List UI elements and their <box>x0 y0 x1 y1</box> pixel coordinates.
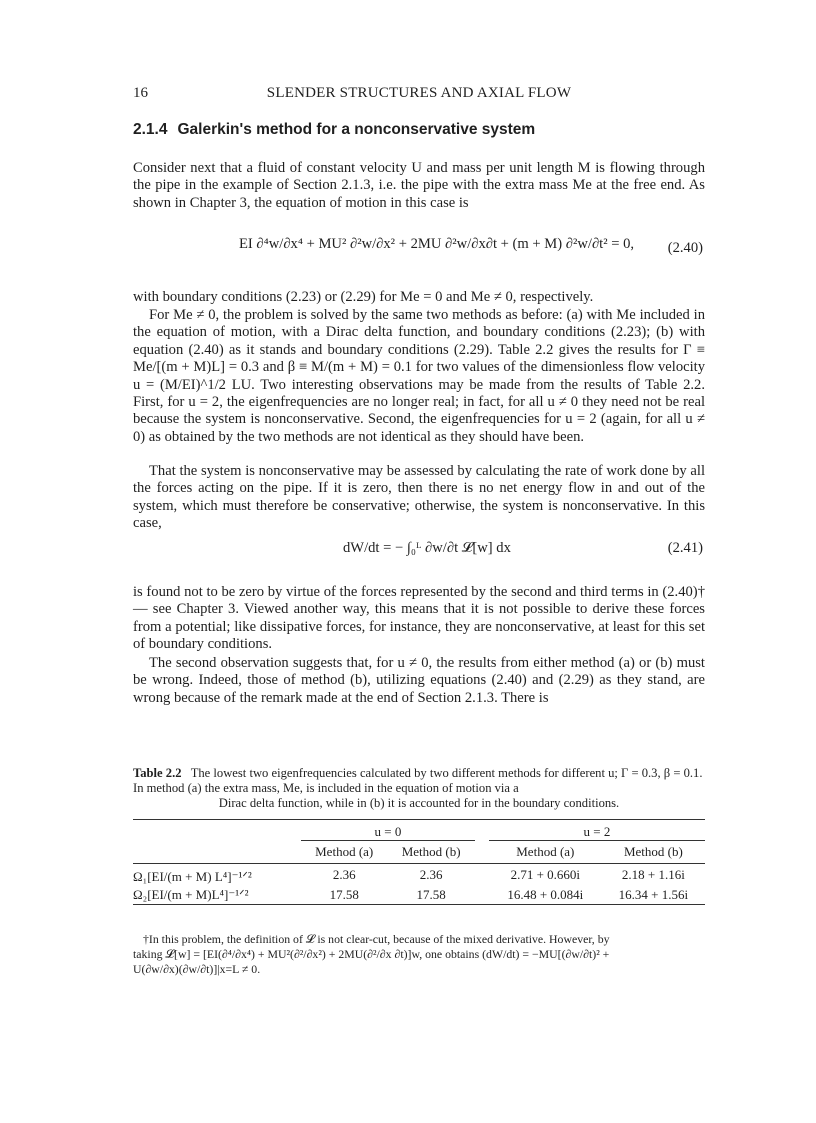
paragraph-3 <box>133 307 705 446</box>
eq240-term-1: EI ∂⁴w/∂x⁴ <box>239 236 303 252</box>
eq240-term-2: + MU² ∂²w/∂x² <box>306 236 396 252</box>
row-2-u0-b: 17.58 <box>387 887 474 905</box>
footnote-line-2: taking 𝓛[w] = [EI(∂⁴/∂x⁴) + MU²(∂²/∂x²) + 2MU(∂²/∂x ∂t)]w, one obtains (dW/dt) = −MU[(∂w/∂t)² + <box>133 946 610 961</box>
table-caption-line-1: The lowest two eigenfrequencies calculated by two different methods for different u; Γ = 0.3, β = 0.1. In method (a) the extra mass, Me, is included in the equation of motion via a <box>133 766 703 795</box>
equation-2-40 <box>133 234 705 274</box>
row-1-label: Ω₁[EI/(m + M) L⁴]⁻¹ᐟ² <box>133 868 252 884</box>
paragraph-1-text: Consider next that a fluid of constant velocity U and mass per unit length M is flowing through the pipe in the example of Section 2.1.3, i.e. the pipe with the extra mass Me at the free end. As shown in Chapter 3, the equation of motion in this case is <box>133 160 705 211</box>
row-1-u2-b: 2.18 + 1.16i <box>621 867 685 882</box>
row-2-u0-a: 17.58 <box>301 887 387 905</box>
paragraph-6 <box>133 655 705 707</box>
equation-2-41-number: (2.41) <box>667 540 703 556</box>
paragraph-5 <box>133 584 705 654</box>
table-row <box>133 863 705 887</box>
section-title: Galerkin's method for a nonconservative system <box>177 121 536 138</box>
running-title: SLENDER STRUCTURES AND AXIAL FLOW <box>266 85 572 101</box>
eq240-term-4: + (m + M) ∂²w/∂t² = 0, <box>500 236 635 252</box>
section-number: 2.1.4 <box>133 121 168 138</box>
paragraph-6-text: The second observation suggests that, for u ≠ 0, the results from either method (a) or (b) must be wrong. Indeed, those of method (b), utilizing equations (2.40) and (2.29) as they stand, are wrong because of the remark made at the end of Section 2.1.3. There is <box>133 655 705 706</box>
table-top-rule <box>133 819 705 820</box>
paragraph-3-text: For Me ≠ 0, the problem is solved by the same two methods as before: (a) with Me included in the equation of motion, with a Dirac delta function, and boundary conditions (2.23); (b) with equation (2.40) as it stands and boundary conditions (2.29). Table 2.2 gives the results for Γ ≡ Me/[(m + M)L] = 0.3 and β ≡ M/(m + M) = 0.1 for two values of the dimensionless flow velocity u = (M/EI)^1/2 LU. Two interesting observations may be made from the results of Table 2.2. First, for u = 2, the eigenfrequencies are no longer real; in fact, for all u ≠ 0 they need not be real because the system is nonconservative. Second, the eigenfrequencies for u = 2 (again, for all u ≠ 0) as obtained by the two methods are not identical as they should have been. <box>133 307 705 445</box>
footnote-line-1: †In this problem, the definition of 𝓛 is not clear-cut, because of the mixed derivative. However, by <box>143 932 610 946</box>
paragraph-4 <box>133 463 705 533</box>
equation-2-41-body <box>343 540 511 557</box>
equation-2-40-number: (2.40) <box>667 240 703 256</box>
col-header-u2-b: Method (b) <box>602 841 705 864</box>
section-heading <box>133 121 535 139</box>
eigenfrequency-table <box>133 823 705 905</box>
footnote <box>133 932 705 976</box>
eq240-term-3: + 2MU ∂²w/∂x∂t <box>398 236 498 252</box>
col-header-u0-b: Method (b) <box>387 841 474 864</box>
table-label: Table 2.2 <box>133 766 182 780</box>
paragraph-5-text: is found not to be zero by virtue of the forces represented by the second and third terms in (2.40)† — see Chapter 3. Viewed another way, this means that it is not possible to derive these forces from a potential; like dissipative forces, for instance, they are nonconservative, at least for this set of boundary conditions. <box>133 584 705 653</box>
table-caption <box>133 766 705 810</box>
eq241-lhs: dW/dt <box>343 540 380 556</box>
table-column-header-row <box>133 841 705 864</box>
table-group-header-row <box>133 823 705 841</box>
footnote-line-3: U(∂w/∂x)(∂w/∂t)]|x=L ≠ 0. <box>133 961 261 976</box>
equation-2-41 <box>133 530 705 570</box>
group-header-u0: u = 0 <box>301 823 475 841</box>
col-header-u2-a: Method (a) <box>489 841 602 864</box>
row-2-u2-a: 16.48 + 0.084i <box>489 887 602 905</box>
paragraph-4-text: That the system is nonconservative may be assessed by calculating the rate of work done by all the forces acting on the pipe. If it is zero, then there is no net energy flow in and out of the system, which must therefore be conservative; otherwise, the system is nonconservative. In this case, <box>133 463 705 532</box>
paragraph-1 <box>133 160 705 212</box>
table-row <box>133 887 705 905</box>
paragraph-2-text: with boundary conditions (2.23) or (2.29) for Me = 0 and Me ≠ 0, respectively. <box>133 289 594 305</box>
row-2-u2-b: 16.34 + 1.56i <box>602 887 705 905</box>
row-1-u2-a: 2.71 + 0.660i <box>510 867 581 882</box>
equation-2-40-body <box>239 236 634 253</box>
col-header-u0-a: Method (a) <box>301 841 387 864</box>
row-1-u0-a: 2.36 <box>332 867 356 882</box>
row-2-label: Ω₂[EI/(m + M)L⁴]⁻¹ᐟ² <box>133 887 301 905</box>
table-caption-line-2: Dirac delta function, while in (b) it is accounted for in the boundary conditions. <box>218 795 620 810</box>
paragraph-2 <box>133 289 705 306</box>
page-number: 16 <box>133 85 148 101</box>
row-1-u0-b: 2.36 <box>419 867 443 882</box>
running-header <box>133 85 705 107</box>
group-header-u2: u = 2 <box>489 823 705 841</box>
eq241-rhs: = − ∫₀ᴸ ∂w/∂t 𝓛[w] dx <box>383 540 511 556</box>
